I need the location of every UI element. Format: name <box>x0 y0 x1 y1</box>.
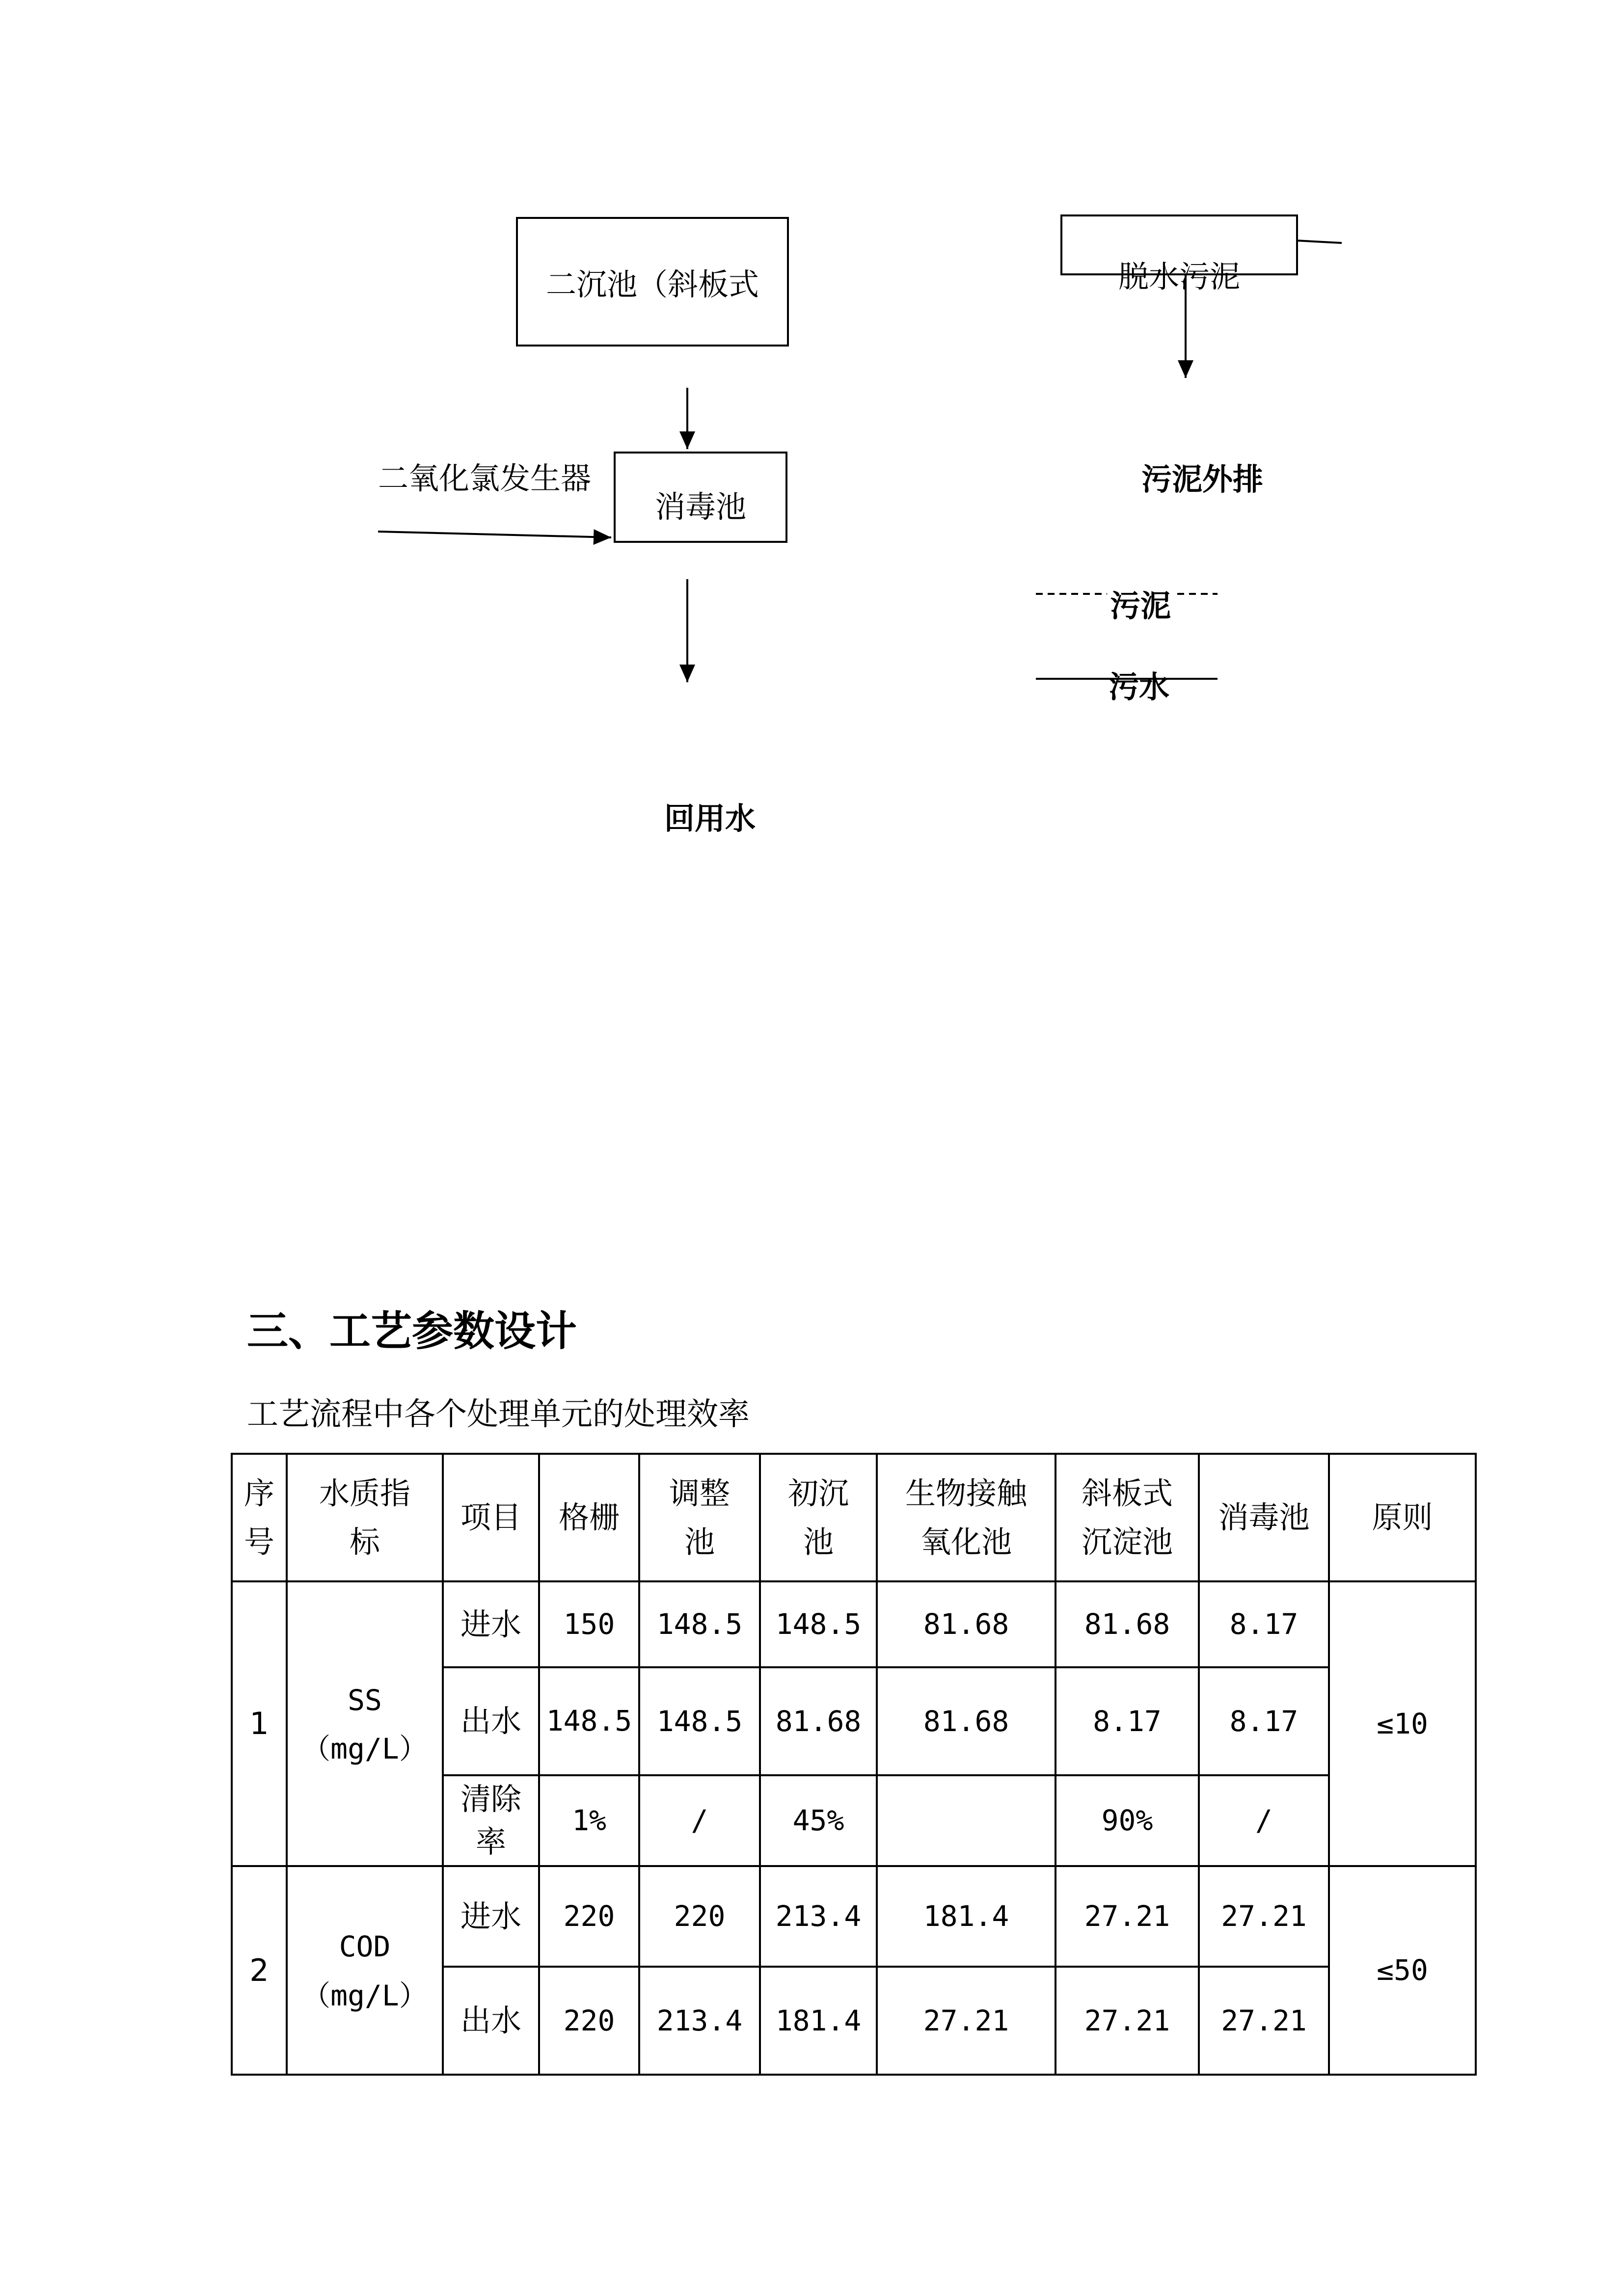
value-cell: 90% <box>1056 1775 1199 1866</box>
group-indicator: COD （mg/L） <box>287 1866 443 2075</box>
value-cell: 45% <box>760 1775 877 1866</box>
legend-sewage-label: 污水 <box>1109 669 1170 705</box>
group-indicator: SS （mg/L） <box>287 1581 443 1866</box>
row-item: 出水 <box>443 1667 539 1775</box>
header-grille: 格栅 <box>539 1454 639 1581</box>
legend-sludge-label: 污泥 <box>1107 582 1174 625</box>
disinfection-tank-label: 消毒池 <box>654 489 746 525</box>
value-cell: 81.68 <box>760 1667 877 1775</box>
value-cell: 148.5 <box>639 1667 760 1775</box>
header-principle: 原则 <box>1329 1454 1476 1581</box>
value-cell: 213.4 <box>639 1967 760 2075</box>
header-inclined-settler: 斜板式 沉淀池 <box>1056 1454 1199 1581</box>
value-cell: 27.21 <box>1056 1866 1199 1967</box>
row-item: 进水 <box>443 1581 539 1667</box>
principle-cell: ≤50 <box>1329 1866 1476 2075</box>
value-cell: / <box>1199 1775 1329 1866</box>
efficiency-table <box>231 1453 1477 2076</box>
value-cell: 148.5 <box>760 1581 877 1667</box>
value-cell: 81.68 <box>877 1667 1056 1775</box>
header-item: 项目 <box>443 1454 539 1581</box>
group-index: 1 <box>232 1581 287 1866</box>
section-heading: 三、工艺参数设计 <box>247 1307 577 1355</box>
value-cell: 81.68 <box>877 1581 1056 1667</box>
value-cell: 148.5 <box>539 1667 639 1775</box>
value-cell: 8.17 <box>1199 1667 1329 1775</box>
principle-cell: ≤10 <box>1329 1581 1476 1866</box>
sludge-dewatering-label: 脱水污泥 <box>1118 259 1240 294</box>
reuse-water-label: 回用水 <box>664 801 756 836</box>
value-cell: 148.5 <box>639 1581 760 1667</box>
header-indicator: 水质指 标 <box>287 1454 443 1581</box>
value-cell: 27.21 <box>1199 1866 1329 1967</box>
header-equalization: 调整 池 <box>639 1454 760 1581</box>
header-row <box>232 1454 1476 1581</box>
header-disinfection: 消毒池 <box>1199 1454 1329 1581</box>
value-cell: 8.17 <box>1056 1667 1199 1775</box>
table-row <box>232 1581 1476 1667</box>
secondary-settler-label: 二沉池（斜板式 <box>545 266 759 302</box>
value-cell: 181.4 <box>877 1866 1056 1967</box>
value-cell: / <box>639 1775 760 1866</box>
value-cell: 213.4 <box>760 1866 877 1967</box>
table-row <box>232 1866 1476 1967</box>
sludge-discharge-label: 污泥外排 <box>1141 461 1264 497</box>
table-caption: 工艺流程中各个处理单元的处理效率 <box>247 1396 750 1433</box>
row-item: 清除率 <box>443 1775 539 1866</box>
arrow-generator-to-disinfection <box>378 532 611 537</box>
value-cell: 8.17 <box>1199 1581 1329 1667</box>
sludge-dewatering-box <box>1060 214 1298 294</box>
value-cell: 1% <box>539 1775 639 1866</box>
header-index: 序 号 <box>232 1454 287 1581</box>
header-biocontact-oxidation: 生物接触 氧化池 <box>877 1454 1056 1581</box>
line-into-sludge-box <box>1296 240 1342 243</box>
value-cell: 27.21 <box>1056 1967 1199 2075</box>
value-cell: 181.4 <box>760 1967 877 2075</box>
value-cell: 220 <box>539 1866 639 1967</box>
value-cell: 220 <box>639 1866 760 1967</box>
secondary-settler-box <box>516 217 789 347</box>
value-cell: 150 <box>539 1581 639 1667</box>
group-index: 2 <box>232 1866 287 2075</box>
value-cell: 220 <box>539 1967 639 2075</box>
value-cell: 81.68 <box>1056 1581 1199 1667</box>
value-cell: 27.21 <box>1199 1967 1329 2075</box>
value-cell <box>877 1775 1056 1866</box>
row-item: 出水 <box>443 1967 539 2075</box>
row-item: 进水 <box>443 1866 539 1967</box>
value-cell: 27.21 <box>877 1967 1056 2075</box>
flow-diagram <box>0 0 1624 883</box>
chlorine-dioxide-generator-label: 二氧化氯发生器 <box>378 460 592 496</box>
disinfection-tank-box <box>614 452 787 543</box>
header-primary-settler: 初沉 池 <box>760 1454 877 1581</box>
